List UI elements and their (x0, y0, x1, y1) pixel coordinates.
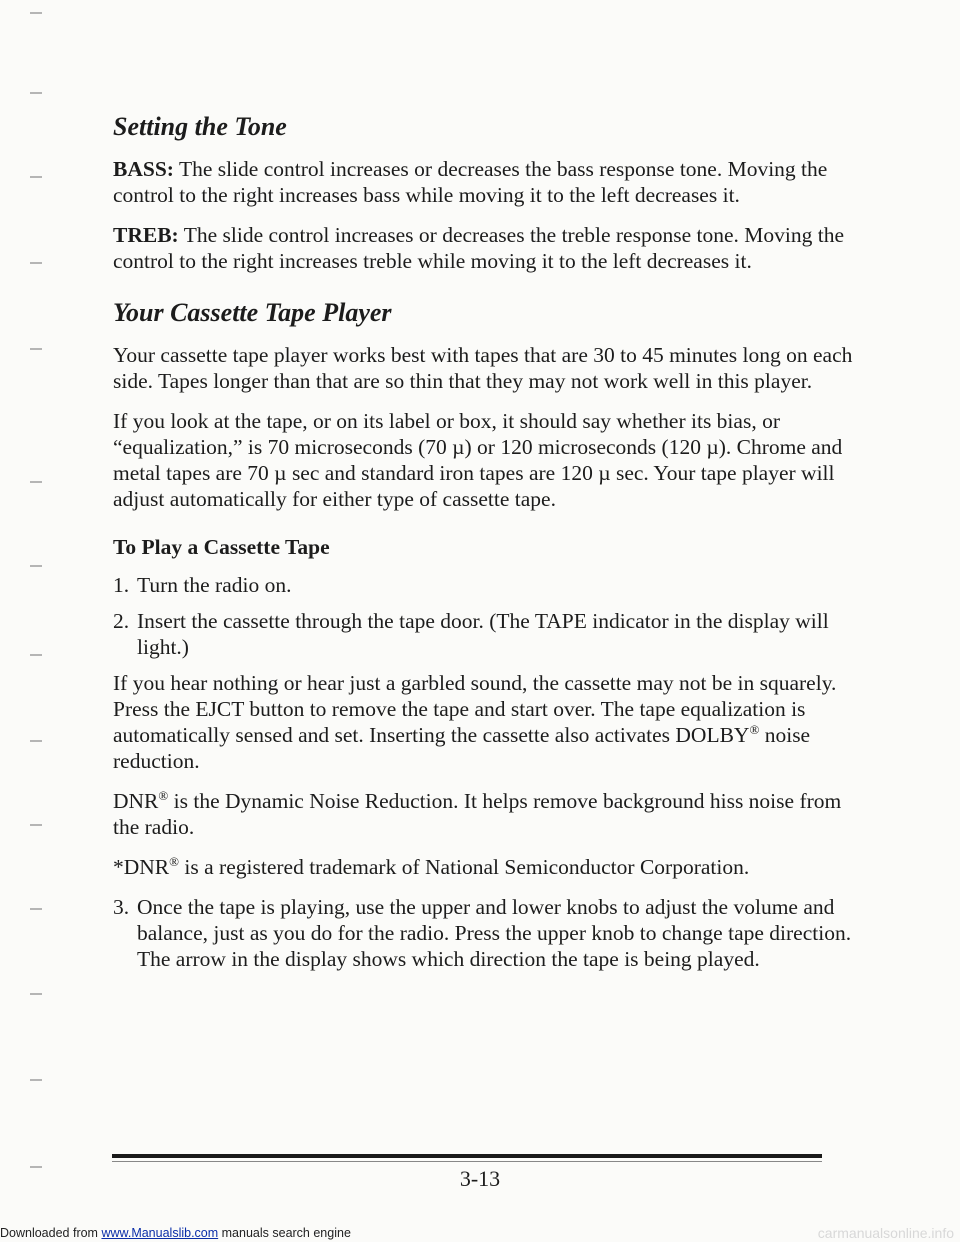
cassette-intro-paragraph: Your cassette tape player works best with tapes that are 30 to 45 minutes long on each side. Tapes longer than that are so thin that they may not work well in this player. (113, 343, 853, 393)
margin-mark (30, 348, 42, 350)
watermark: carmanualsonline.info (817, 1224, 954, 1241)
garbled-text: If you hear nothing or hear just a garbled sound, the cassette may not be in squarely. Press the EJCT button to remove the tape and start over. The tape equalization is automatically sensed and set. Inserting the cassette also activates DOLBY (113, 671, 837, 747)
step-number: 1. (113, 573, 130, 597)
treb-label: TREB: (113, 223, 179, 247)
cassette-player-heading: Your Cassette Tape Player (113, 298, 392, 327)
treb-paragraph (113, 222, 853, 274)
margin-mark (30, 12, 42, 14)
registered-mark: ® (158, 787, 169, 803)
trademark-paragraph (113, 854, 853, 880)
dnr-text-end: is the Dynamic Noise Reduction. It helps remove background hiss noise from the radio. (113, 789, 842, 839)
download-banner (0, 1223, 960, 1242)
margin-mark (30, 654, 42, 656)
bass-text: The slide control increases or decreases the bass response tone. Moving the control to the right increases bass while moving it to the left decreases it. (113, 157, 828, 207)
banner-left (0, 1226, 351, 1240)
banner-suffix: manuals search engine (218, 1225, 351, 1240)
garbled-text-end: noise reduction. (113, 723, 811, 773)
step-2 (113, 608, 853, 660)
footer-rule (112, 1154, 822, 1158)
margin-mark (30, 908, 42, 910)
step-text: Insert the cassette through the tape door. (The TAPE indicator in the display will light.) (137, 609, 829, 659)
margin-mark (30, 565, 42, 567)
manualslib-link[interactable]: www.Manualslib.com (101, 1225, 219, 1240)
dnr-text: DNR (113, 789, 159, 813)
tape-bias-paragraph: If you look at the tape, or on its label or box, it should say whether its bias, or “equalization,” is 70 microseconds (70 µ) or 120 microseconds (120 µ). Chrome and metal tapes are 70 µ sec and standard iron tapes are 120 µ sec. Your tape player will adjust automatically for either type of cassette tape. (113, 409, 843, 511)
footer-rule-thin (112, 1161, 822, 1162)
margin-mark (30, 262, 42, 264)
margin-mark (30, 481, 42, 483)
margin-mark (30, 824, 42, 826)
margin-mark (30, 92, 42, 94)
play-cassette-heading: To Play a Cassette Tape (113, 535, 330, 559)
bass-paragraph (113, 156, 853, 208)
step-number: 3. (113, 895, 130, 919)
banner-prefix: Downloaded from (0, 1225, 102, 1240)
step-3 (113, 894, 853, 972)
margin-mark (30, 993, 42, 995)
margin-mark (30, 176, 42, 178)
step-number: 2. (113, 609, 130, 633)
trademark-text: *DNR (113, 855, 170, 879)
registered-mark: ® (749, 721, 760, 737)
page-number: 3-13 (459, 1166, 501, 1191)
garbled-sound-paragraph (113, 670, 853, 774)
step-text: Turn the radio on. (137, 573, 292, 597)
bass-label: BASS: (113, 157, 174, 181)
setting-tone-heading: Setting the Tone (113, 112, 287, 141)
margin-mark (30, 740, 42, 742)
dnr-paragraph (113, 788, 853, 840)
margin-mark (30, 1079, 42, 1081)
trademark-text-end: is a registered trademark of National Semiconductor Corporation. (179, 855, 750, 879)
step-text: Once the tape is playing, use the upper and lower knobs to adjust the volume and balance, just as you do for the radio. Press the upper knob to change tape direction. The arrow in the display shows which direction the tape is being played. (137, 895, 852, 971)
step-1 (113, 572, 853, 598)
registered-mark: ® (169, 853, 180, 869)
page-content (113, 112, 853, 982)
treb-text: The slide control increases or decreases the treble response tone. Moving the control to the right increases treble while moving it to the left decreases it. (113, 223, 845, 273)
